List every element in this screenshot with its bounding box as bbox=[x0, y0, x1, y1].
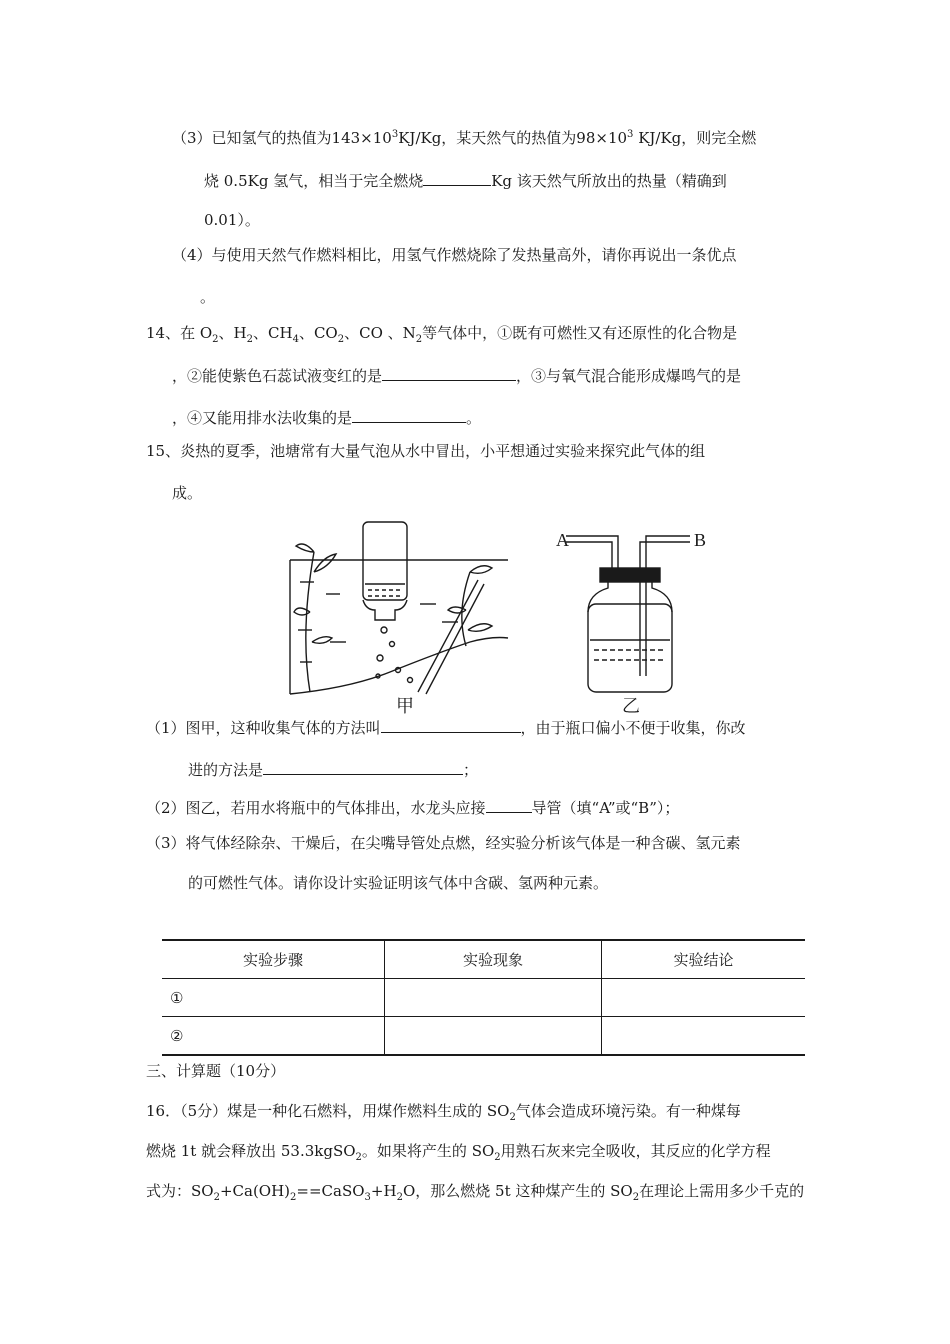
q16-l2-text-c: 用熟石灰来完全吸收，其反应的化学方程 bbox=[500, 1142, 771, 1160]
q16-sub: 2 bbox=[355, 1152, 362, 1163]
q16-line1 bbox=[146, 1100, 741, 1122]
q16-l2-text-b: 。如果将产生的 SO bbox=[361, 1142, 495, 1160]
table-row bbox=[162, 1017, 805, 1056]
table-header-phenomenon: 实验现象 bbox=[385, 940, 602, 979]
table-cell-phenomenon[interactable] bbox=[385, 979, 602, 1017]
q16-l3-text-c: ==CaSO bbox=[296, 1182, 365, 1200]
q16-text-a: 16．（5分）煤是一种化石燃料，用煤作燃料生成的 SO bbox=[146, 1102, 510, 1120]
q13-part3-line1 bbox=[172, 127, 756, 149]
q16-text-b: 气体会造成环境污染。有一种煤每 bbox=[515, 1102, 741, 1120]
figure-label-jia: 甲 bbox=[396, 696, 414, 716]
q13-answer-blank[interactable] bbox=[423, 169, 491, 186]
q15-p2-text-a: （2）图乙，若用水将瓶中的气体排出，水龙头应接 bbox=[146, 799, 486, 817]
q14-line3 bbox=[172, 406, 481, 429]
table-header-row bbox=[162, 940, 805, 979]
q15-blank-improve[interactable] bbox=[263, 758, 463, 775]
q13-part3-exponent: 3 bbox=[391, 129, 399, 140]
q14-l3-text-a: ，④又能用排水法收集的是 bbox=[172, 409, 353, 427]
q16-l3-text-f: 在理论上需用多少千克的 bbox=[639, 1182, 805, 1200]
q13-part3-exponent2: 3 bbox=[627, 129, 634, 140]
q14-l2-text-b: ，③与氧气混合能形成爆鸣气的是 bbox=[516, 367, 742, 385]
table-cell-conclusion[interactable] bbox=[602, 979, 806, 1017]
q13-part3-text-a: （3）已知氢气的热值为143×10 bbox=[172, 129, 392, 147]
q13-part3-l3-text: 0.01）。 bbox=[204, 211, 260, 229]
q14-text-b: 、H bbox=[218, 324, 247, 342]
experiment-figure bbox=[270, 512, 750, 716]
table-header-conclusion: 实验结论 bbox=[602, 940, 806, 979]
q15-p2-text-b: 导管（填“A”或“B”）； bbox=[531, 799, 680, 817]
q15-p1-text-a: （1）图甲，这种收集气体的方法叫 bbox=[146, 719, 381, 737]
section3-title bbox=[146, 1060, 285, 1082]
q15-part2 bbox=[146, 796, 679, 819]
q15-p1-l2-text-b: ； bbox=[463, 761, 479, 779]
q16-sub: 2 bbox=[509, 1112, 516, 1123]
q14-l2-text-a: ，②能使紫色石蕊试液变红的是 bbox=[172, 367, 383, 385]
q15-p3-text-2: 的可燃性气体。请你设计实验证明该气体中含碳、氢两种元素。 bbox=[188, 874, 609, 892]
q14-sub: 2 bbox=[246, 334, 253, 345]
q13-part4-line1 bbox=[172, 244, 737, 266]
figure-label-a: A bbox=[556, 530, 569, 550]
q15-text-2: 成。 bbox=[172, 484, 203, 502]
q13-part3-l2-text-b: Kg 该天然气所放出的热量（精确到 bbox=[491, 172, 727, 190]
q15-blank-tube[interactable] bbox=[486, 796, 532, 813]
q15-blank-method[interactable] bbox=[381, 716, 521, 733]
q14-sub: 2 bbox=[415, 334, 423, 345]
figure-label-b: B bbox=[694, 530, 707, 550]
q14-text-c: 、CH bbox=[253, 324, 293, 342]
table-cell-conclusion[interactable] bbox=[602, 1017, 806, 1056]
q15-part3-line2 bbox=[188, 872, 608, 894]
section3-title-text: 三、计算题（10分） bbox=[146, 1062, 286, 1080]
q14-text-f: 等气体中，①既有可燃性又有还原性的化合物是 bbox=[422, 324, 738, 342]
table-row bbox=[162, 979, 805, 1017]
q14-sub: 4 bbox=[292, 334, 299, 345]
q15-part3-line1 bbox=[146, 832, 741, 854]
figure-yi-bottle bbox=[566, 536, 690, 692]
q13-part4-end: 。 bbox=[200, 288, 216, 306]
q15-p1-l2-text-a: 进的方法是 bbox=[188, 761, 264, 779]
q14-text-d: 、CO bbox=[298, 324, 338, 342]
q16-sub: 3 bbox=[364, 1192, 371, 1203]
figure-label-yi: 乙 bbox=[622, 696, 640, 716]
q14-line2 bbox=[172, 364, 741, 387]
q14-text-a: 14、在 O bbox=[146, 324, 213, 342]
q15-part1-line1 bbox=[146, 716, 746, 739]
q13-part3-line3 bbox=[204, 209, 260, 231]
q15-text-1: 15、炎热的夏季，池塘常有大量气泡从水中冒出，小平想通过实验来探究此气体的组 bbox=[146, 442, 706, 460]
q16-line2 bbox=[146, 1140, 771, 1162]
q13-part3-l2-text-a: 烧 0.5Kg 氢气，相当于完全燃烧 bbox=[204, 172, 424, 190]
q13-part3-text-c: KJ/Kg，则完全燃 bbox=[633, 129, 757, 147]
figure-jia-pond bbox=[290, 522, 508, 694]
q15-line2 bbox=[172, 482, 202, 504]
q14-sub: 2 bbox=[212, 334, 219, 345]
q13-part4-line2 bbox=[200, 286, 215, 308]
q16-l2-text-a: 燃烧 1t 就会释放出 53.3kgSO bbox=[146, 1142, 356, 1160]
table-cell-step[interactable]: ② bbox=[162, 1017, 385, 1056]
q14-l3-text-b: 。 bbox=[466, 409, 482, 427]
q16-sub: 2 bbox=[290, 1192, 297, 1203]
q15-p1-text-b: ，由于瓶口偏小不便于收集，你改 bbox=[520, 719, 746, 737]
q15-p3-text-1: （3）将气体经除杂、干燥后，在尖嘴导管处点燃，经实验分析该气体是一种含碳、氢元素 bbox=[146, 834, 741, 852]
experiment-table bbox=[162, 939, 805, 1056]
q14-blank-4[interactable] bbox=[352, 406, 466, 423]
q16-sub: 2 bbox=[213, 1192, 220, 1203]
q16-l3-text-d: +H bbox=[370, 1182, 397, 1200]
q15-part1-line2 bbox=[188, 758, 478, 781]
q16-sub: 2 bbox=[396, 1192, 403, 1203]
q14-text-e: 、CO 、N bbox=[344, 324, 416, 342]
table-cell-phenomenon[interactable] bbox=[385, 1017, 602, 1056]
q13-part3-line2 bbox=[204, 169, 727, 192]
q14-sub: 2 bbox=[337, 334, 345, 345]
q15-line1 bbox=[146, 440, 705, 462]
q13-part3-text-b: KJ/Kg，某天然气的热值为98×10 bbox=[398, 129, 628, 147]
q16-line3 bbox=[146, 1180, 804, 1202]
q14-blank-2[interactable] bbox=[382, 364, 516, 381]
q16-l3-text-b: +Ca(OH) bbox=[219, 1182, 291, 1200]
q13-part4-text: （4）与使用天然气作燃料相比，用氢气作燃烧除了发热量高外，请你再说出一条优点 bbox=[172, 246, 737, 264]
table-cell-step[interactable]: ① bbox=[162, 979, 385, 1017]
q16-sub: 2 bbox=[632, 1192, 640, 1203]
q16-l3-text-a: 式为：SO bbox=[146, 1182, 214, 1200]
table-header-steps: 实验步骤 bbox=[162, 940, 385, 979]
q16-l3-text-e: O，那么燃烧 5t 这种煤产生的 SO bbox=[402, 1182, 633, 1200]
q14-line1 bbox=[146, 322, 737, 344]
q16-sub: 2 bbox=[494, 1152, 501, 1163]
